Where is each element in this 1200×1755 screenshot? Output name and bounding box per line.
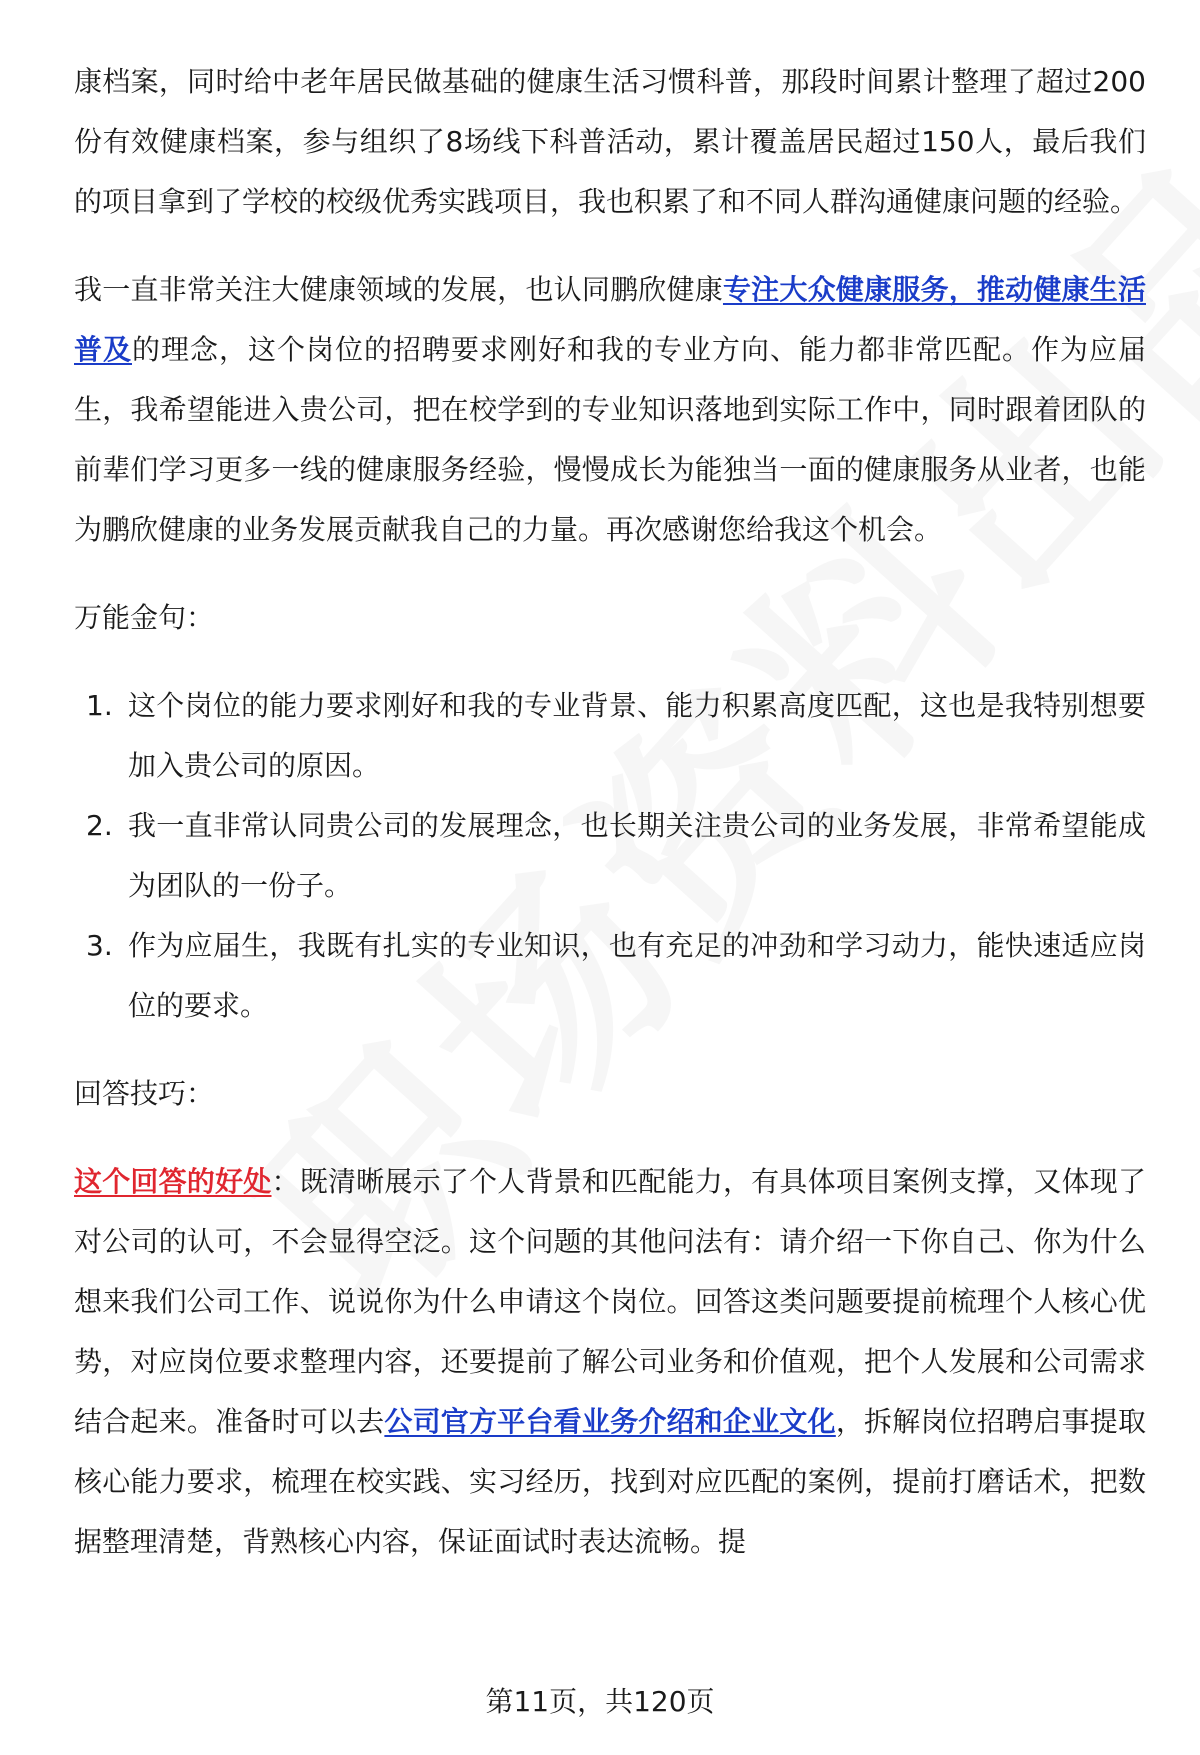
golden-sentences-heading: 万能金句： (74, 601, 215, 634)
paragraph-company-fit-text-2: 的理念，这个岗位的招聘要求刚好和我的专业方向、能力都非常匹配。作为应届生，我希望能进入贵公司，把在校学到的专业知识落地到实际工作中，同时跟着团队的前辈们学习更多一线的健康服务经验，慢慢成长为能独当一面的健康服务从业者，也能为鹏欣健康的业务发展贡献我自己的力量。再次感谢您给我这个机会。 (74, 333, 1146, 546)
golden-sentences-list (74, 676, 1146, 1036)
list-item-text: 我一直非常认同贵公司的发展理念，也长期关注贵公司的业务发展，非常希望能成为团队的一份子。 (128, 809, 1146, 902)
list-item-number: 3. (86, 929, 113, 962)
paragraph-tips-text-2: ，拆解岗位招聘启事提取核心能力要求，梳理在校实践、实习经历，找到对应匹配的案例，提前打磨话术，把数据整理清楚，背熟核心内容，保证面试时表达流畅。提 (74, 1405, 1146, 1558)
list-item-number: 1. (86, 689, 113, 722)
official-platform-link[interactable]: 公司官方平台看业务介绍和企业文化 (384, 1405, 836, 1438)
paragraph-company-fit-text-1: 我一直非常关注大健康领域的发展，也认同鹏欣健康 (74, 273, 723, 306)
company-philosophy-link[interactable]: 专注大众健康服务，推动健康生活普及 (74, 273, 1146, 366)
document-body (74, 52, 1146, 1572)
list-item (74, 796, 1146, 916)
page-number-footer: 第11页，共120页 (485, 1685, 715, 1718)
list-item-text: 这个岗位的能力要求刚好和我的专业背景、能力积累高度匹配，这也是我特别想要加入贵公司的原因。 (128, 689, 1146, 782)
paragraph-tips (74, 1152, 1146, 1572)
list-item (74, 676, 1146, 796)
list-item-number: 2. (86, 809, 113, 842)
tips-heading: 回答技巧： (74, 1077, 215, 1110)
list-item (74, 916, 1146, 1036)
answer-benefits-link[interactable]: 这个回答的好处 (74, 1165, 272, 1198)
paragraph-project-experience: 康档案，同时给中老年居民做基础的健康生活习惯科普，那段时间累计整理了超过200份有效健康档案，参与组织了8场线下科普活动，累计覆盖居民超过150人，最后我们的项目拿到了学校的校级优秀实践项目，我也积累了和不同人群沟通健康问题的经验。 (74, 65, 1146, 218)
list-item-text: 作为应届生，我既有扎实的专业知识，也有充足的冲劲和学习动力，能快速适应岗位的要求。 (128, 929, 1146, 1022)
paragraph-tips-text-1: ：既清晰展示了个人背景和匹配能力，有具体项目案例支撑，又体现了对公司的认可，不会显得空泛。这个问题的其他问法有：请介绍一下你自己、你为什么想来我们公司工作、说说你为什么申请这个岗位。回答这类问题要提前梳理个人核心优势，对应岗位要求整理内容，还要提前了解公司业务和价值观，把个人发展和公司需求结合起来。准备时可以去 (74, 1165, 1146, 1438)
paragraph-company-fit (74, 260, 1146, 560)
